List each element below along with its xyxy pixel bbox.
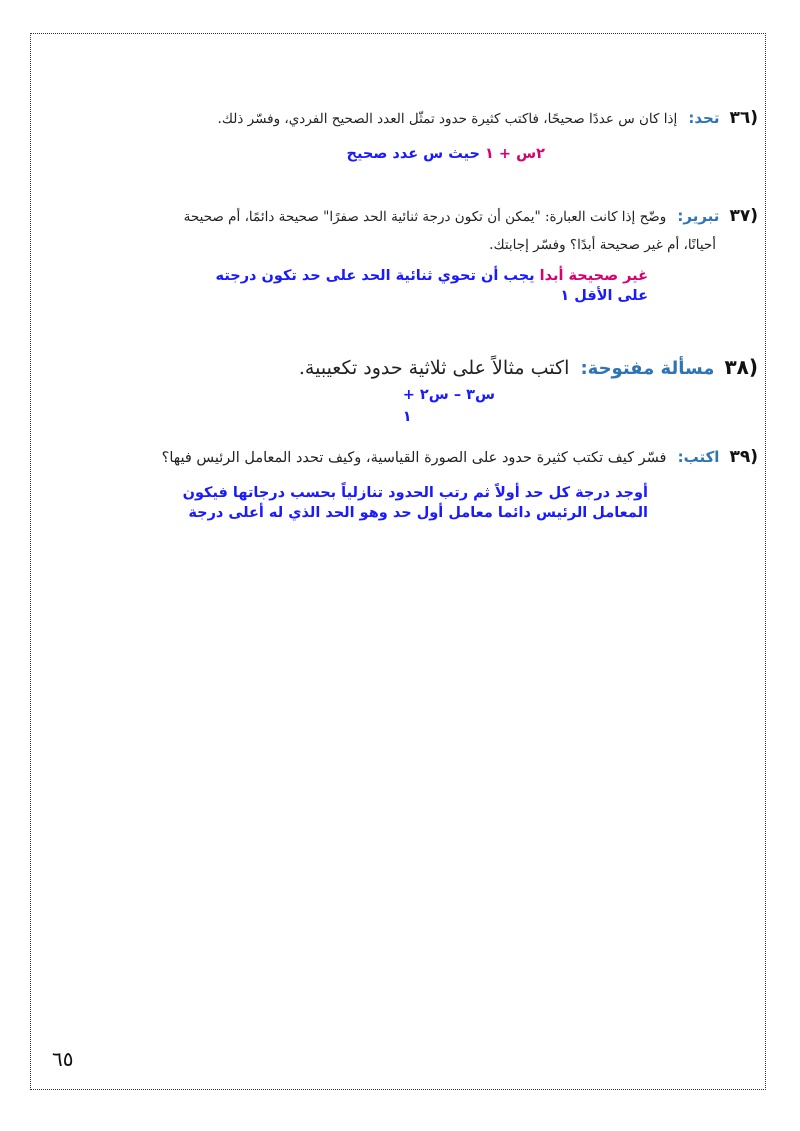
question-36 xyxy=(218,108,758,128)
page-number: ٦٥ xyxy=(52,1047,74,1071)
question-text: فسّر كيف تكتب كثيرة حدود على الصورة القياسية، وكيف تحدد المعامل الرئيس فيها؟ xyxy=(161,450,667,466)
answer-line2: ١ xyxy=(402,409,412,425)
question-label: مسألة مفتوحة: xyxy=(580,358,715,379)
question-37 xyxy=(184,202,758,259)
answer-line1: س٣ – س٢ + xyxy=(402,387,495,403)
answer-note: حيث س عدد صحيح xyxy=(346,146,480,162)
page-border xyxy=(30,33,766,1090)
answer-36 xyxy=(347,144,545,164)
question-text: إذا كان س عددًا صحيحًا، فاكتب كثيرة حدود تمثّل العدد الصحيح الفردي، وفسّر ذلك. xyxy=(217,111,678,127)
answer-38 xyxy=(403,384,495,428)
question-number: (٣٩ xyxy=(729,447,758,467)
question-text: اكتب مثالاً على ثلاثية حدود تكعيبية. xyxy=(298,357,570,379)
question-label: تبرير: xyxy=(677,207,720,225)
answer-line2: المعامل الرئيس دائما معامل أول حد وهو الحد الذي له أعلى درجة xyxy=(188,505,648,521)
question-number: (٣٨ xyxy=(724,355,758,379)
question-text-line2: أحيانًا، أم غير صحيحة أبدًا؟ وفسّر إجابتك. xyxy=(489,237,716,253)
question-label: اكتب: xyxy=(677,448,720,466)
answer-explanation-line2: على الأقل ١ xyxy=(560,288,648,304)
answer-39 xyxy=(183,483,648,523)
question-39 xyxy=(162,447,758,467)
question-label: تحد: xyxy=(688,109,720,127)
question-38 xyxy=(299,355,758,379)
answer-expression: ٢س + ١ xyxy=(485,146,545,162)
answer-explanation-line1: يجب أن تحوي ثنائية الحد على حد تكون درجته xyxy=(215,268,535,284)
answer-line1: أوجد درجة كل حد أولاً ثم رتب الحدود تنازلياً بحسب درجاتها فيكون xyxy=(182,485,648,501)
answer-37 xyxy=(216,266,648,306)
answer-verdict: غير صحيحة أبدا xyxy=(539,268,648,284)
question-text-line1: وضّح إذا كانت العبارة: "يمكن أن تكون درجة ثنائية الحد صفرًا" صحيحة دائمًا، أم صحيحة xyxy=(183,209,667,225)
question-number: (٣٧ xyxy=(729,206,758,226)
question-number: (٣٦ xyxy=(729,108,758,128)
